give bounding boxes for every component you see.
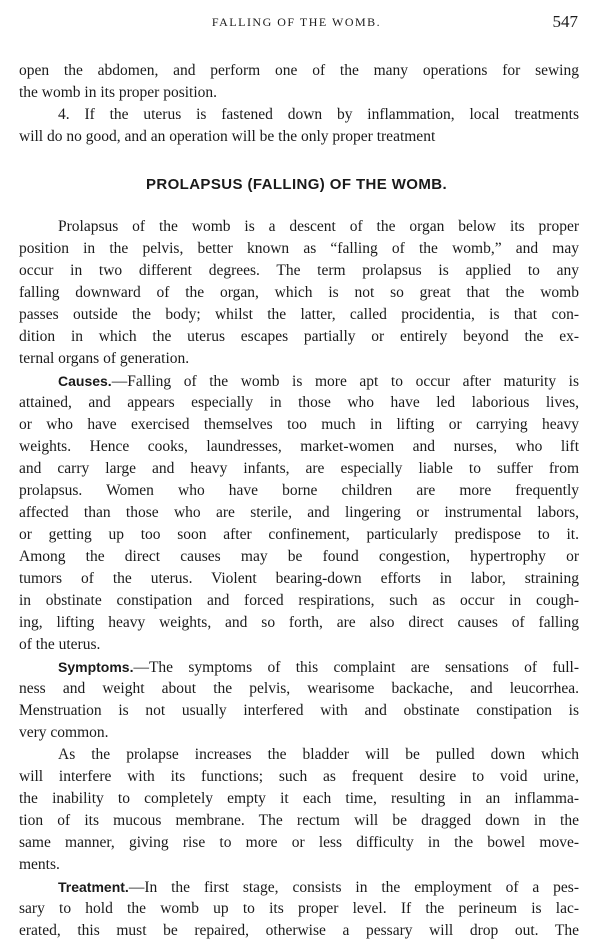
symptoms-label: Symptoms. (58, 659, 134, 675)
text-line: open the abdomen, and perform one of the many operations for sewing (19, 62, 579, 79)
page-number: 547 (552, 12, 578, 31)
text-line: or getting up too soon after confinement, particularly predispose to it. (19, 526, 579, 543)
text-line: Among the direct causes may be found congestion, hypertrophy or (19, 548, 579, 565)
text-line: —The symptoms of this complaint are sensations of full- (133, 659, 579, 676)
text-line: in obstinate constipation and forced respirations, such as occur in cough- (19, 592, 579, 609)
text-line: ing, lifting heavy weights, and so forth, are also direct causes of falling (19, 614, 579, 631)
text-line-treatment (58, 876, 579, 899)
text-line: —Falling of the womb is more apt to occur after maturity is (111, 373, 579, 390)
text-line: tumors of the uterus. Violent bearing-down efforts in labor, straining (19, 570, 579, 587)
section-heading: PROLAPSUS (FALLING) OF THE WOMB. (145, 176, 448, 193)
page-header (0, 12, 593, 34)
text-line: same manner, giving rise to more or less difficulty in the bowel move- (19, 834, 579, 851)
text-line: —In the first stage, consists in the employment of a pes- (128, 879, 579, 896)
causes-label: Causes. (58, 373, 112, 389)
text-line: ness and weight about the pelvis, wearisome backache, and leucorrhea. (19, 680, 579, 697)
text-line: attained, and appears especially in those who have led laborious lives, (19, 394, 579, 411)
text-line: ternal organs of generation. (19, 350, 190, 367)
text-line: 4. If the uterus is fastened down by inflammation, local treatments (58, 106, 579, 123)
text-line: weights. Hence cooks, laundresses, market-women and nurses, who lift (19, 438, 579, 455)
running-title: FALLING OF THE WOMB. (211, 15, 382, 29)
text-line-symptoms (58, 656, 579, 679)
text-line: Prolapsus of the womb is a descent of the organ below its proper (58, 218, 579, 235)
text-line: of the uterus. (19, 636, 101, 653)
text-line: erated, this must be repaired, otherwise a pessary will drop out. The (19, 922, 579, 939)
text-line: occur in two different degrees. The term prolapsus is applied to any (19, 262, 579, 279)
text-line: will do no good, and an operation will be the only proper treatment (19, 128, 436, 145)
text-line: Menstruation is not usually interfered with and obstinate constipation is (19, 702, 579, 719)
text-line: affected than those who are sterile, and lingering or instrumental labors, (19, 504, 579, 521)
text-line: will interfere with its functions; such as frequent desire to void urine, (19, 768, 579, 785)
text-line: falling downward of the organ, which is not so great that the womb (19, 284, 579, 301)
text-line: the inability to completely empty it each time, resulting in an inflamma- (19, 790, 579, 807)
text-line: passes outside the body; whilst the latter, called procidentia, is that con- (19, 306, 579, 323)
text-line: dition in which the uterus escapes partially or entirely beyond the ex- (19, 328, 579, 345)
text-line: As the prolapse increases the bladder will be pulled down which (58, 746, 579, 763)
text-line: tion of its mucous membrane. The rectum will be dragged down in the (19, 812, 579, 829)
text-line: the womb in its proper position. (19, 84, 218, 101)
text-line: sary to hold the womb up to its proper level. If the perineum is lac- (19, 900, 579, 917)
text-line: ments. (19, 856, 60, 873)
text-line-causes (58, 370, 579, 393)
text-line: and carry large and heavy infants, are especially liable to suffer from (19, 460, 579, 477)
text-line: prolapsus. Women who have borne children are more frequently (19, 482, 579, 499)
treatment-label: Treatment. (58, 879, 129, 895)
text-line: or who have exercised themselves too much in lifting or carrying heavy (19, 416, 579, 433)
text-line: position in the pelvis, better known as “falling of the womb,” and may (19, 240, 579, 257)
text-line: very common. (19, 724, 109, 741)
